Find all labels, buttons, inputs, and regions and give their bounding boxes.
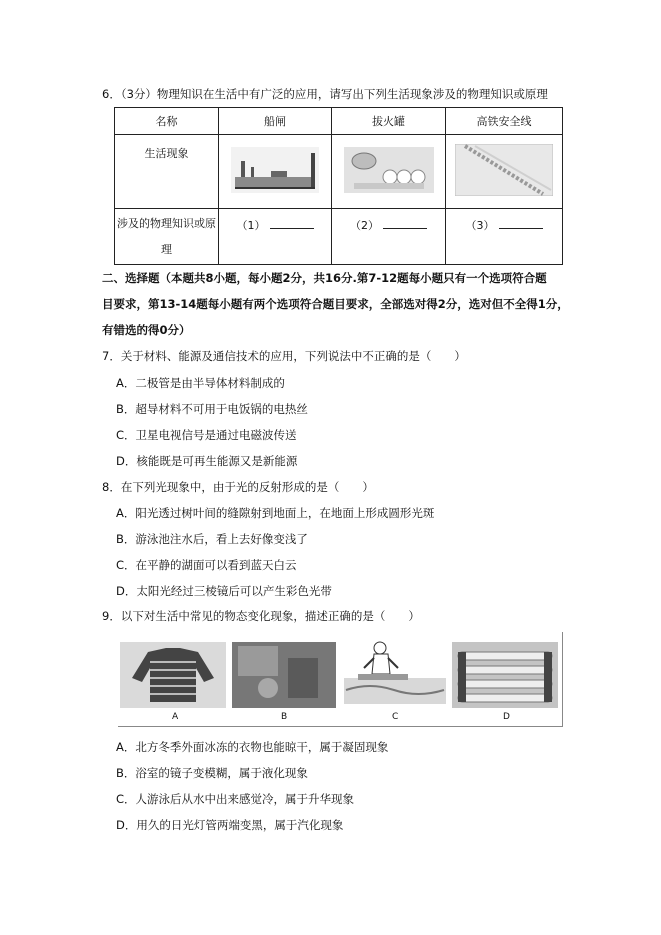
q9-option-c[interactable]: C．人游泳后从水中出来感觉冷，属于升华现象	[116, 792, 355, 806]
q8-option-b[interactable]: B．游泳池注水后，看上去好像变浅了	[116, 532, 308, 546]
foggy-mirror-image	[232, 642, 336, 708]
answer-blank-3[interactable]	[446, 209, 563, 265]
swimmer-image	[344, 642, 446, 704]
answer-blank-1[interactable]	[219, 209, 332, 265]
fluorescent-tubes-image	[452, 642, 558, 708]
cupping-image	[332, 135, 446, 209]
q7-stem: 7．关于材料、能源及通信技术的应用，下列说法中不正确的是（ ）	[102, 349, 466, 363]
q8-stem: 8．在下列光现象中，由于光的反射形成的是（ ）	[102, 480, 374, 494]
image-caption-d: D	[503, 712, 510, 722]
q8-option-d[interactable]: D．太阳光经过三棱镜后可以产生彩色光带	[116, 584, 332, 598]
table-header-cell: 高铁安全线	[446, 108, 563, 135]
q6-table	[114, 107, 563, 265]
blank-label: （1）	[236, 219, 266, 232]
q7-option-a[interactable]: A．二极管是由半导体材料制成的	[116, 376, 285, 390]
section2-line3: 有错选的得0分）	[102, 323, 191, 337]
q9-stem: 9．以下对生活中常见的物态变化现象，描述正确的是（ ）	[102, 609, 420, 623]
q8-option-a[interactable]: A．阳光透过树叶间的缝隙射到地面上，在地面上形成圆形光斑	[116, 506, 435, 520]
blank-label: （2）	[350, 219, 379, 232]
q6-stem: 6．（3分）物理知识在生活中有广泛的应用，请写出下列生活现象涉及的物理知识或原理	[102, 87, 548, 101]
q8-option-c[interactable]: C．在平静的湖面可以看到蓝天白云	[116, 558, 297, 572]
table-header-cell: 拔火罐	[332, 108, 446, 135]
answer-blank-2[interactable]	[332, 209, 446, 265]
q9-images	[118, 638, 562, 712]
q7-option-c[interactable]: C．卫星电视信号是通过电磁波传送	[116, 428, 297, 442]
q9-option-b[interactable]: B．浴室的镜子变模糊，属于液化现象	[116, 766, 308, 780]
image-caption-c: C	[392, 712, 399, 722]
q9-option-d[interactable]: D．用久的日光灯管两端变黑，属于汽化现象	[116, 818, 344, 832]
image-caption-a: A	[172, 712, 179, 722]
q7-option-d[interactable]: D．核能既是可再生能源又是新能源	[116, 454, 298, 468]
q9-option-a[interactable]: A．北方冬季外面冰冻的衣物也能晾干，属于凝固现象	[116, 740, 389, 754]
rail-safety-line-image	[446, 135, 563, 209]
section2-line1: 二、选择题（本题共8小题，每小题2分，共16分.第7-12题每小题只有一个选项符合题	[102, 271, 547, 285]
q7-option-b[interactable]: B．超导材料不可用于电饭锅的电热丝	[116, 402, 308, 416]
table-header-cell: 船闸	[219, 108, 332, 135]
blank-label: （3）	[465, 219, 495, 232]
ship-lock-image	[219, 135, 332, 209]
row-label-principle: 涉及的物理知识或原理	[115, 209, 219, 265]
sweater-image	[120, 642, 226, 708]
row-label-phenomenon: 生活现象	[115, 135, 219, 209]
table-header-cell: 名称	[115, 108, 219, 135]
image-caption-b: B	[281, 712, 288, 722]
section2-line2: 目要求，第13-14题每小题有两个选项符合题目要求，全部选对得2分，选对但不全得1分，	[102, 297, 569, 311]
q9-image-strip	[118, 632, 563, 727]
